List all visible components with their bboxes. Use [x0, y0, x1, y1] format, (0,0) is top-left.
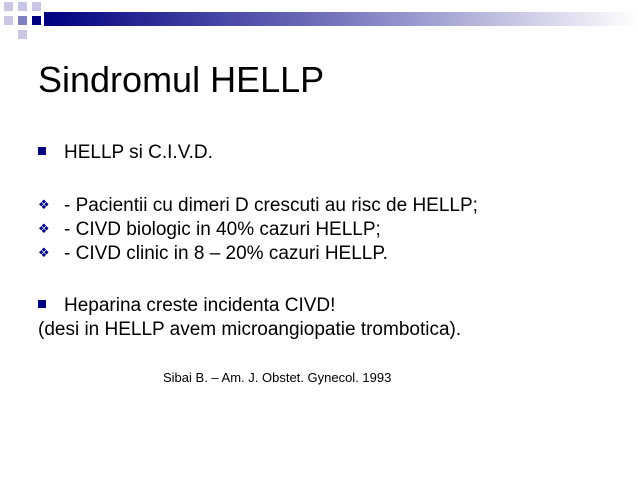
square-bullet-icon — [38, 294, 64, 318]
bullet-line-4 — [38, 242, 388, 267]
line-text: - CIVD biologic in 40% cazuri HELLP; — [64, 219, 381, 240]
deco-square-1 — [4, 2, 13, 11]
deco-square-6 — [32, 16, 41, 25]
diamond-bullet-icon: ❖ — [38, 245, 50, 260]
slide-title: Sindromul HELLP — [38, 59, 325, 100]
reference-citation: Sibai B. – Am. J. Obstet. Gynecol. 1993 — [163, 370, 392, 385]
deco-square-4 — [4, 16, 13, 25]
plain-line — [38, 318, 461, 342]
line-text: - CIVD clinic in 8 – 20% cazuri HELLP. — [64, 243, 388, 264]
bullet-line-5 — [38, 294, 335, 318]
line-text: HELLP si C.I.V.D. — [64, 142, 213, 163]
deco-square-7 — [18, 30, 27, 39]
diamond-bullet-icon: ❖ — [38, 197, 50, 212]
deco-square-2 — [18, 2, 27, 11]
bullet-line-1 — [38, 141, 213, 165]
line-text: (desi in HELLP avem microangiopatie trombotica). — [38, 319, 462, 340]
deco-square-5 — [18, 16, 27, 25]
bullet-line-2 — [38, 194, 478, 219]
header-gradient-band — [44, 12, 638, 26]
deco-square-3 — [32, 2, 41, 11]
bullet-line-3 — [38, 218, 381, 243]
header-decoration — [0, 0, 638, 40]
line-text: - Pacientii cu dimeri D crescuti au risc de HELLP; — [64, 195, 478, 216]
square-bullet-icon — [38, 141, 64, 165]
line-text: Heparina creste incidenta CIVD! — [64, 295, 336, 316]
diamond-bullet-icon: ❖ — [38, 221, 50, 236]
